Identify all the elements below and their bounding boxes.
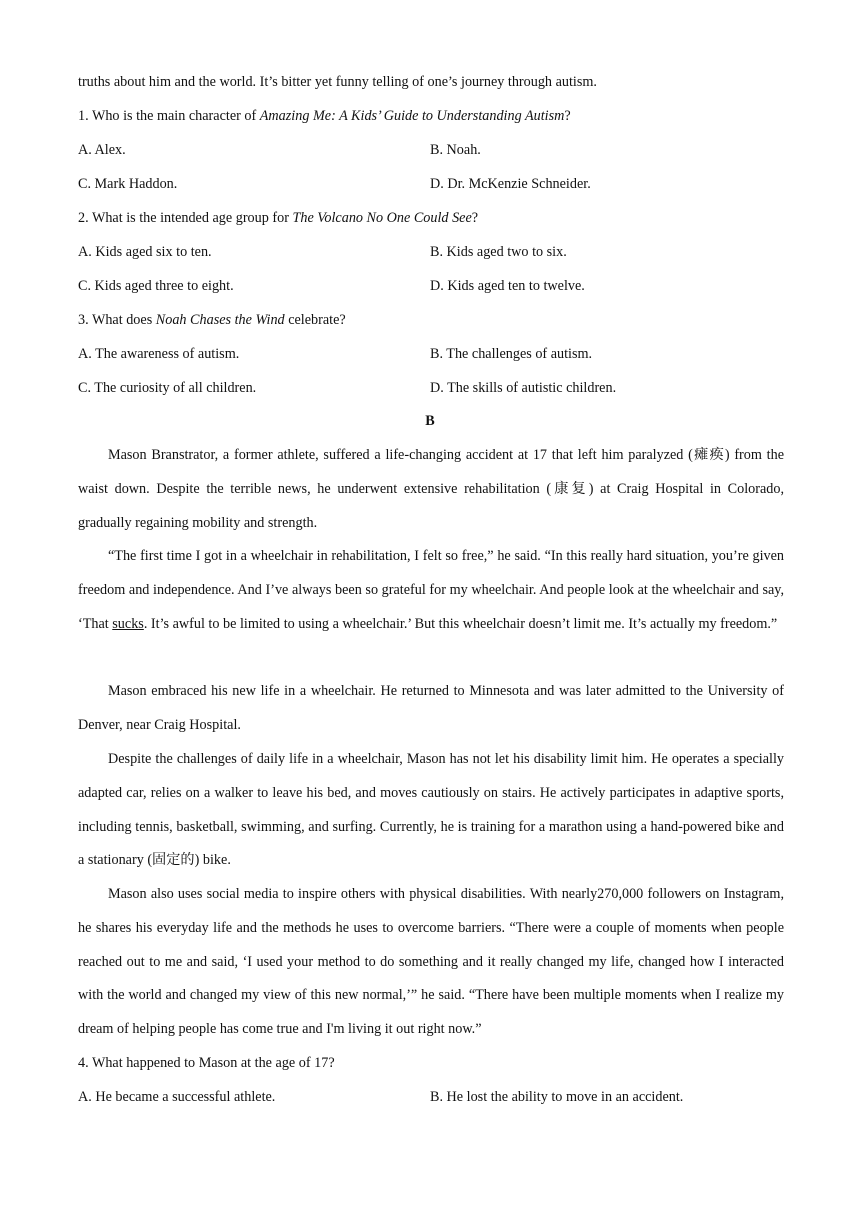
underlined-word: sucks [112, 615, 144, 632]
question-number: 1. [78, 108, 89, 124]
question-text: What does [91, 312, 153, 328]
paragraph-4: Despite the challenges of daily life in a wheelchair, Mason has not let his disability limit him. He operates a specially adapted car, relies on a walker to leave his bed, and moves cautiously on stairs. He actively participates in adaptive sports, including tennis, basketball, swimming, and surfing. Currently, he is training for a marathon using a hand-powered bike and a stationary (固定的) bike. [78, 751, 784, 869]
question-text: What is the intended age group for [91, 210, 289, 226]
question-text: What happened to Mason at the age of 17? [91, 1055, 335, 1071]
question-4 [78, 1055, 335, 1072]
book-title: Noah Chases the Wind [155, 312, 285, 328]
question-number: 2. [78, 210, 89, 226]
option-a: A. Kids aged six to ten. [78, 244, 212, 260]
paragraph-3: Mason embraced his new life in a wheelchair. He returned to Minnesota and was later admitted to the University of Denver, near Craig Hospital. [78, 683, 784, 733]
question-end: ? [471, 210, 479, 226]
option-c: C. The curiosity of all children. [78, 380, 257, 396]
paragraph-2-text-a: “The first time I got in a wheelchair in rehabilitation, I felt so free,” he said. “In this really hard situation, you’re given freedom and independence. And I’ve always been so grateful for my wheelchair. And people look at the wheelchair and say, ‘That [78, 548, 784, 632]
question-text: Who is the main character of [91, 108, 257, 124]
question-number: 4. [78, 1055, 89, 1071]
section-heading: B [425, 413, 435, 429]
question-1 [78, 108, 571, 125]
option-b: B. Kids aged two to six. [430, 244, 567, 260]
question-3 [78, 312, 346, 329]
option-a: A. The awareness of autism. [78, 346, 240, 362]
option-c: C. Kids aged three to eight. [78, 278, 234, 294]
option-c: C. Mark Haddon. [78, 176, 178, 192]
book-title: The Volcano No One Could See [292, 210, 472, 226]
paragraph-1: Mason Branstrator, a former athlete, suffered a life-changing accident at 17 that left him paralyzed (瘫痪) from the waist down. Despite the terrible news, he underwent extensive rehabilitation (康复) at Craig Hospital in Colorado, gradually regaining mobility and strength. [78, 447, 784, 531]
passage-a-ending: truths about him and the world. It’s bitter yet funny telling of one’s journey through autism. [78, 74, 597, 90]
paragraph-5: Mason also uses social media to inspire others with physical disabilities. With nearly270,000 followers on Instagram, he shares his everyday life and the methods he uses to overcome barriers. “There were a couple of moments when people reached out to me and said, ‘I used your method to do something and it really changed my life, changed how I interacted with the world and changed my view of this new normal,’” he said. “There have been multiple moments when I realize my dream of helping people has come true and I'm living it out right now.” [78, 886, 784, 1038]
question-2 [78, 210, 478, 227]
option-d: D. Kids aged ten to twelve. [430, 278, 585, 294]
paragraph-2-text-b: . It’s awful to be limited to using a wheelchair.’ But this wheelchair doesn’t limit me. It’s actually my freedom.” [143, 615, 778, 632]
question-end: celebrate? [288, 312, 346, 328]
question-number: 3. [78, 312, 89, 328]
book-title: Amazing Me: A Kids’ Guide to Understanding Autism [259, 108, 565, 124]
paragraph-2 [78, 540, 784, 641]
option-b: B. Noah. [430, 142, 481, 158]
question-end: ? [564, 108, 571, 124]
option-b: B. The challenges of autism. [430, 346, 593, 362]
option-d: D. The skills of autistic children. [430, 380, 617, 396]
option-a: A. He became a successful athlete. [78, 1089, 276, 1105]
option-d: D. Dr. McKenzie Schneider. [430, 176, 591, 192]
option-a: A. Alex. [78, 142, 126, 158]
option-b: B. He lost the ability to move in an accident. [430, 1089, 684, 1105]
